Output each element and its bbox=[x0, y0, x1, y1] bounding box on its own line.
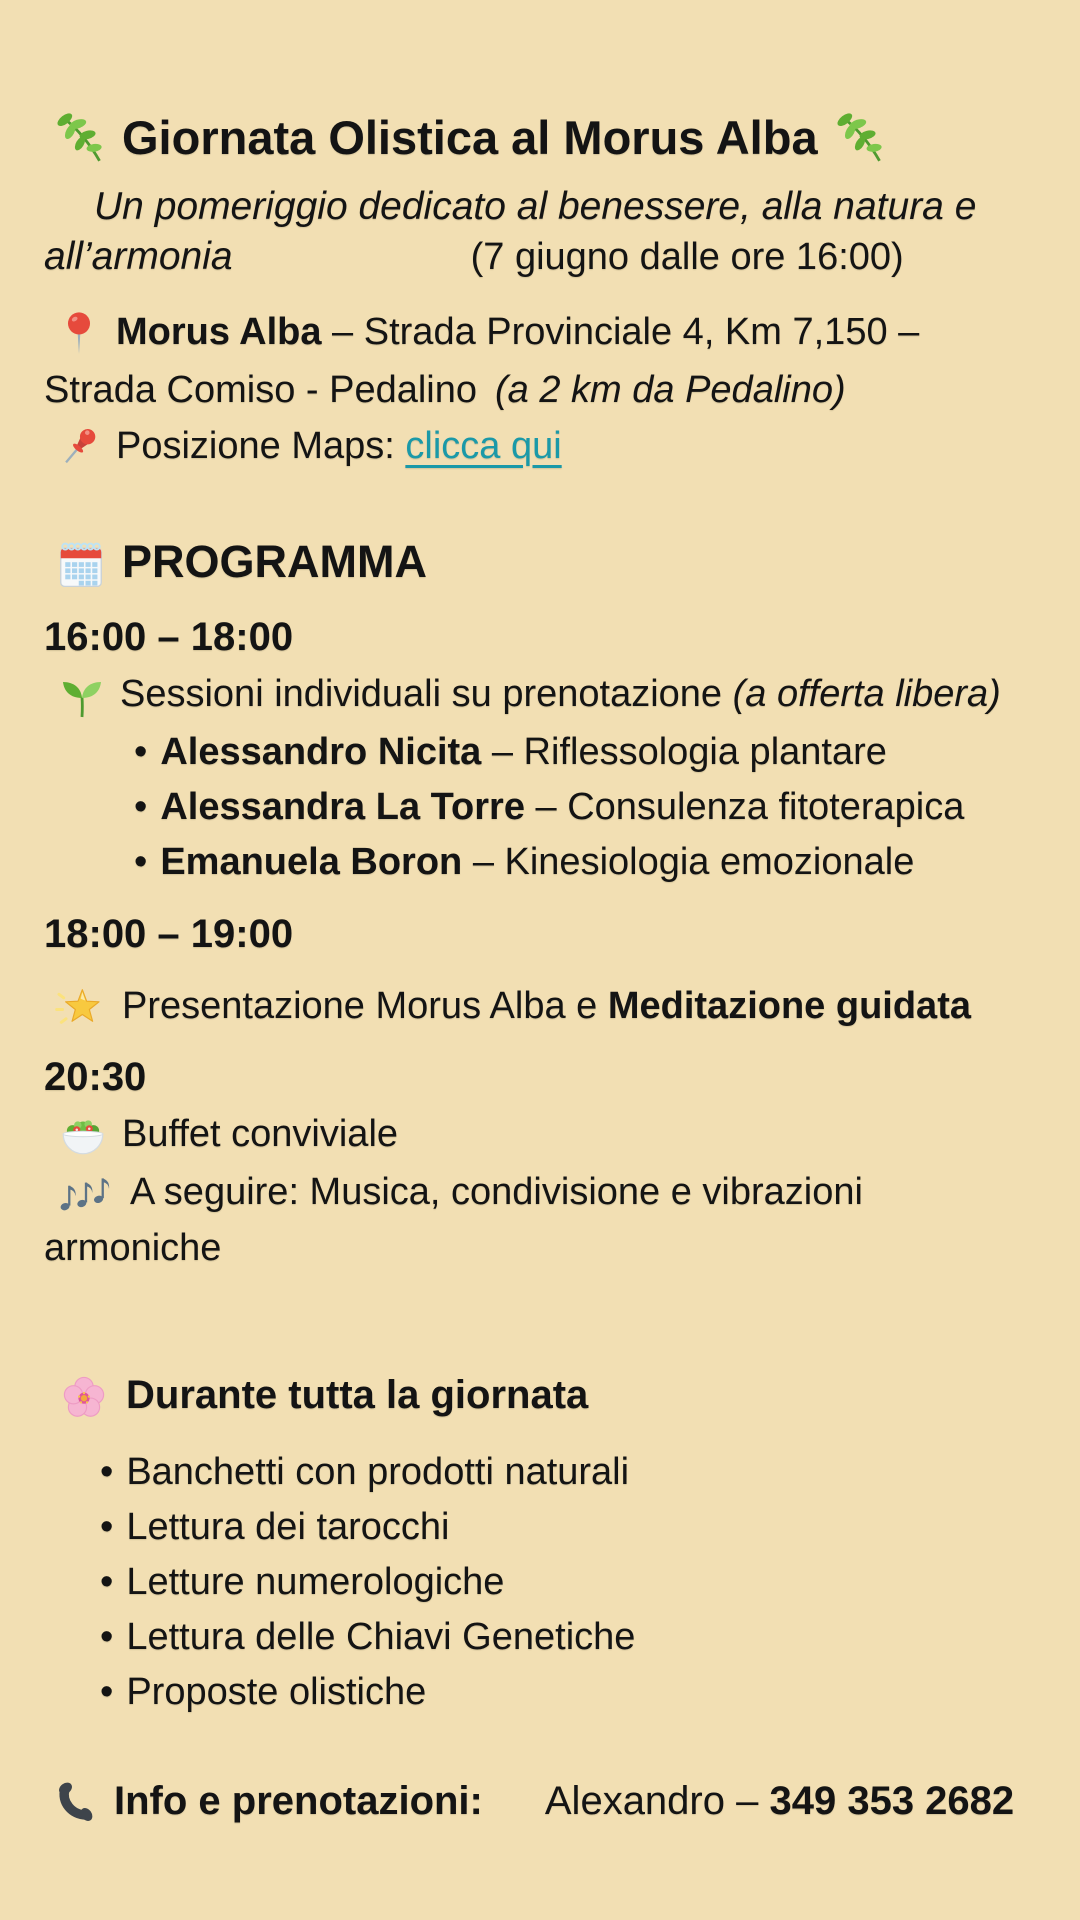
slot2-time: 18:00 – 19:00 bbox=[44, 912, 294, 957]
practitioner-desc: – Riflessologia plantare bbox=[481, 731, 887, 774]
practitioner-name: Alessandra La Torre bbox=[160, 786, 525, 829]
contact-phone: 349 353 2682 bbox=[769, 1778, 1015, 1823]
list-item bbox=[100, 1445, 1044, 1500]
all-day-heading: Durante tutta la giornata bbox=[126, 1373, 589, 1418]
slot3-line2-part2: armoniche bbox=[44, 1227, 222, 1270]
subtitle-line1: Un pomeriggio dedicato al benessere, alla natura e bbox=[94, 185, 977, 228]
practitioner-name: Alessandro Nicita bbox=[160, 731, 482, 774]
venue-name: Morus Alba bbox=[116, 311, 322, 353]
contact-row bbox=[52, 1773, 1044, 1831]
herb-icon bbox=[834, 105, 886, 165]
subtitle-line2 bbox=[44, 232, 1044, 282]
maps-row bbox=[56, 418, 1044, 476]
all-day-heading-row bbox=[56, 1366, 1044, 1427]
contact-person: Alexandro – bbox=[544, 1778, 770, 1823]
all-day-item: Banchetti con prodotti naturali bbox=[126, 1450, 630, 1493]
practitioner-name: Emanuela Boron bbox=[160, 841, 463, 884]
bullet-marker: • bbox=[134, 731, 148, 774]
slot2-text: Presentazione Morus Alba e bbox=[122, 985, 608, 1028]
contact-label: Info e prenotazioni: bbox=[114, 1778, 483, 1823]
slot1-intro: Sessioni individuali su prenotazione bbox=[120, 673, 733, 716]
slot3-line2-row bbox=[56, 1165, 1044, 1221]
all-day-item: Lettura dei tarocchi bbox=[126, 1505, 450, 1548]
glowing-star-icon bbox=[52, 976, 108, 1034]
program-heading: PROGRAMMA bbox=[122, 535, 427, 587]
music-notes-icon bbox=[56, 1163, 116, 1218]
list-item bbox=[100, 1555, 1044, 1610]
slot1-time: 16:00 – 18:00 bbox=[44, 615, 294, 660]
slot1-bullet-list bbox=[44, 725, 1044, 890]
location-line1 bbox=[56, 304, 1044, 362]
all-day-item: Proposte olistiche bbox=[126, 1670, 427, 1713]
program-heading-row bbox=[54, 532, 1044, 595]
phone-icon bbox=[52, 1772, 100, 1828]
slot3-time: 20:30 bbox=[44, 1055, 147, 1100]
list-item bbox=[134, 835, 1044, 890]
slot1-intro-row bbox=[58, 665, 1044, 725]
all-day-item: Letture numerologiche bbox=[126, 1560, 505, 1603]
subtitle-line2-text: all’armonia bbox=[44, 235, 233, 278]
list-item bbox=[100, 1610, 1044, 1665]
bullet-marker: • bbox=[100, 1505, 114, 1548]
list-item bbox=[100, 1665, 1044, 1720]
round-pushpin-icon bbox=[56, 303, 102, 359]
practitioner-desc: – Kinesiologia emozionale bbox=[462, 841, 915, 884]
slot3-line1-row bbox=[58, 1105, 1044, 1165]
bullet-marker: • bbox=[134, 786, 148, 829]
list-item bbox=[134, 780, 1044, 835]
slot1-intro-note: (a offerta libera) bbox=[732, 673, 1001, 716]
date-note: (7 giugno dalle ore 16:00) bbox=[470, 236, 904, 278]
maps-label: Posizione Maps: bbox=[116, 424, 406, 467]
bullet-marker: • bbox=[134, 841, 148, 884]
calendar-icon bbox=[54, 532, 108, 592]
slot3-line1: Buffet conviviale bbox=[122, 1113, 399, 1156]
blossom-icon bbox=[56, 1365, 112, 1424]
location-line2 bbox=[44, 362, 1044, 418]
slot2-text-bold: Meditazione guidata bbox=[607, 985, 971, 1028]
bullet-marker: • bbox=[100, 1615, 114, 1658]
list-item bbox=[100, 1500, 1044, 1555]
address-note: (a 2 km da Pedalino) bbox=[495, 368, 846, 411]
bullet-marker: • bbox=[100, 1450, 114, 1493]
salad-icon bbox=[58, 1104, 108, 1162]
list-item bbox=[134, 725, 1044, 780]
pushpin-icon bbox=[56, 417, 102, 473]
all-day-item: Lettura delle Chiavi Genetiche bbox=[126, 1615, 636, 1658]
all-day-list bbox=[44, 1445, 1044, 1720]
page-title: Giornata Olistica al Morus Alba bbox=[122, 111, 818, 164]
address-part2: Strada Comiso - Pedalino bbox=[44, 368, 477, 411]
title-row bbox=[54, 108, 1044, 168]
herb-icon bbox=[54, 105, 106, 165]
bullet-marker: • bbox=[100, 1670, 114, 1713]
slot2-row bbox=[52, 978, 1044, 1037]
seedling-icon bbox=[58, 664, 106, 722]
slot3-line2-part1: A seguire: Musica, condivisione e vibrazioni bbox=[130, 1170, 863, 1213]
bullet-marker: • bbox=[100, 1560, 114, 1603]
address-part1: – Strada Provinciale 4, Km 7,150 – bbox=[321, 311, 920, 353]
practitioner-desc: – Consulenza fitoterapica bbox=[524, 786, 965, 829]
maps-link[interactable]: clicca qui bbox=[405, 424, 562, 467]
